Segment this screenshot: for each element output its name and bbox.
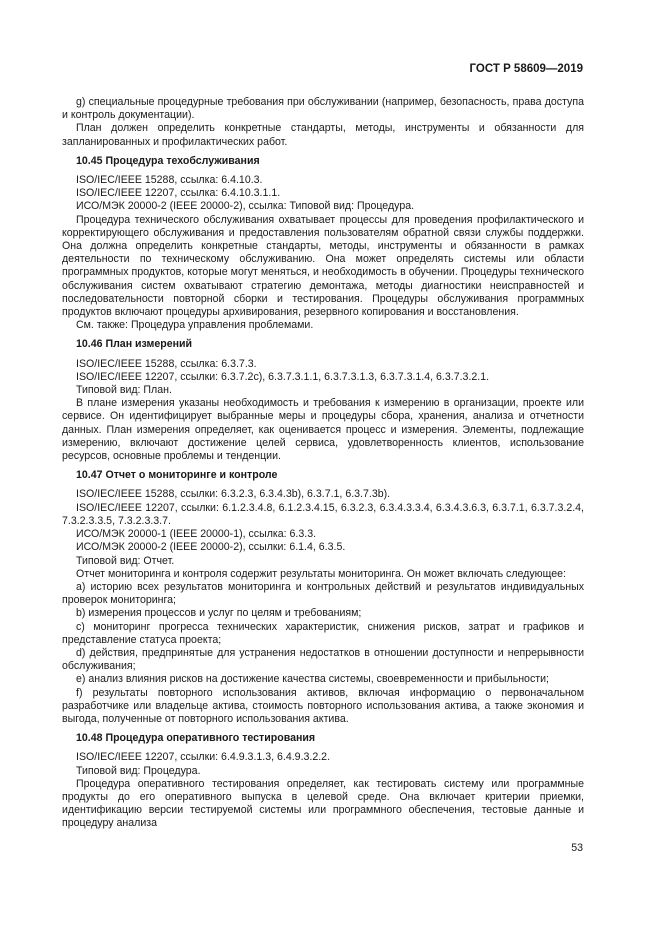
reference-line: ИСО/МЭК 20000-2 (IEEE 20000-2), ссылки: 6.1.4, 6.3.5. [76, 541, 346, 554]
paragraph: План должен определить конкретные стандарты, методы, инструменты и обязанности для запланированных и профилактических работ. [62, 122, 584, 148]
type-line: Типовой вид: Отчет. [76, 554, 175, 567]
reference-line: ISO/IEC/IEEE 15288, ссылка: 6.3.7.3. [76, 357, 257, 370]
list-item: f) результаты повторного использования активов, включая информацию о первоначальном разработчике или владельце актива, стоимость повторного использования актива, а также экономия и выгода, полученные от повторного использования актива. [62, 686, 584, 725]
type-line: Типовой вид: Процедура. [76, 764, 201, 777]
paragraph: Процедура оперативного тестирования определяет, как тестировать систему или программные продукты до его оперативного выпуска в целевой среде. Она включает критерии приемки, идентификацию версии тестируемой системы или программного обеспечения, тестовые данные и процедуру анализа [62, 777, 584, 830]
paragraph: Отчет мониторинга и контроля содержит результаты мониторинга. Он может включать следующее: [76, 567, 566, 580]
page-number: 53 [571, 842, 583, 854]
list-item: b) измерения процессов и услуг по целям и требованиям; [76, 607, 362, 620]
section-heading-10-47: 10.47 Отчет о мониторинге и контроле [76, 469, 278, 482]
paragraph: Процедура технического обслуживания охватывает процессы для проведения профилактического и корректирующего обслуживания и предоставления пользователям обратной связи службы поддержки. Она должна определить конкретные стандарты, методы, инструменты и обязанности в рамках деятельности по техническому обслуживанию. Она может определять системы или области программных продуктов, которые могут меняться, и необходимость в обучении. Процедуры технического обслуживания систем охватывают стратегию демонтажа, методы диагностики неисправностей и последовательности повторной сборки и тестирования. Процедуры обслуживания программных продуктов включают процедуры архивирования, резервного копирования и восстановления. [62, 213, 584, 319]
reference-line: ИСО/МЭК 20000-1 (IEEE 20000-1), ссылка: 6.3.3. [76, 528, 317, 541]
see-also-line: См. также: Процедура управления проблемами. [76, 319, 314, 332]
list-item: c) мониторинг прогресса технических характеристик, снижения рисков, затрат и графиков и представление статуса проекта; [62, 620, 584, 646]
reference-line: ISO/IEC/IEEE 15288, ссылка: 6.4.10.3. [76, 174, 263, 187]
list-item: d) действия, предпринятые для устранения недостатков в отношении доступности и непрерывности обслуживания; [62, 646, 584, 673]
paragraph: В плане измерения указаны необходимость и требования к измерению в организации, проекте или сервисе. Он идентифицирует выбранные меры и процедуры сбора, хранения, анализа и отчетности данных. План измерения определяет, как оценивается процесс и измерения. Элементы, подлежащие измерению, включают достижение целей сервиса, удовлетворенность клиентов, использование ресурсов, основные проблемы и тенденции. [62, 397, 584, 463]
reference-line: ISO/IEC/IEEE 15288, ссылки: 6.3.2.3, 6.3.4.3b), 6.3.7.1, 6.3.7.3b). [76, 488, 391, 501]
reference-line: ИСО/МЭК 20000-2 (IEEE 20000-2), ссылка: Типовой вид: Процедура. [76, 200, 415, 213]
section-heading-10-46: 10.46 План измерений [76, 338, 193, 351]
reference-line: ISO/IEC/IEEE 12207, ссылка: 6.4.10.3.1.1. [76, 187, 281, 200]
type-line: Типовой вид: План. [76, 384, 172, 397]
reference-line: ISO/IEC/IEEE 12207, ссылки: 6.1.2.3.4.8, 6.1.2.3.4.15, 6.3.2.3, 6.3.4.3.3.4, 6.3.4.3.6.3, 6.3.7.1, 6.3.7.3.2.4, 7.3.2.3.3.5, 7.3.2.3.3.7. [62, 501, 584, 527]
section-heading-10-45: 10.45 Процедура техобслуживания [76, 154, 260, 167]
list-item: a) историю всех результатов мониторинга и контрольных действий и результатов индивидуальных проверок мониторинга; [62, 580, 584, 607]
list-item: e) анализ влияния рисков на достижение качества системы, своевременности и прибыльности; [76, 673, 549, 686]
reference-line: ISO/IEC/IEEE 12207, ссылки: 6.4.9.3.1.3, 6.4.9.3.2.2. [76, 751, 331, 764]
document-header: ГОСТ Р 58609—2019 [469, 63, 583, 75]
section-heading-10-48: 10.48 Процедура оперативного тестирования [76, 732, 316, 745]
paragraph: g) специальные процедурные требования при обслуживании (например, безопасность, права доступа и контроль документации). [62, 96, 584, 122]
reference-line: ISO/IEC/IEEE 12207, ссылки: 6.3.7.2c), 6.3.7.3.1.1, 6.3.7.3.1.3, 6.3.7.3.1.4, 6.3.7.3.2.1. [76, 370, 490, 383]
document-body [62, 96, 584, 831]
